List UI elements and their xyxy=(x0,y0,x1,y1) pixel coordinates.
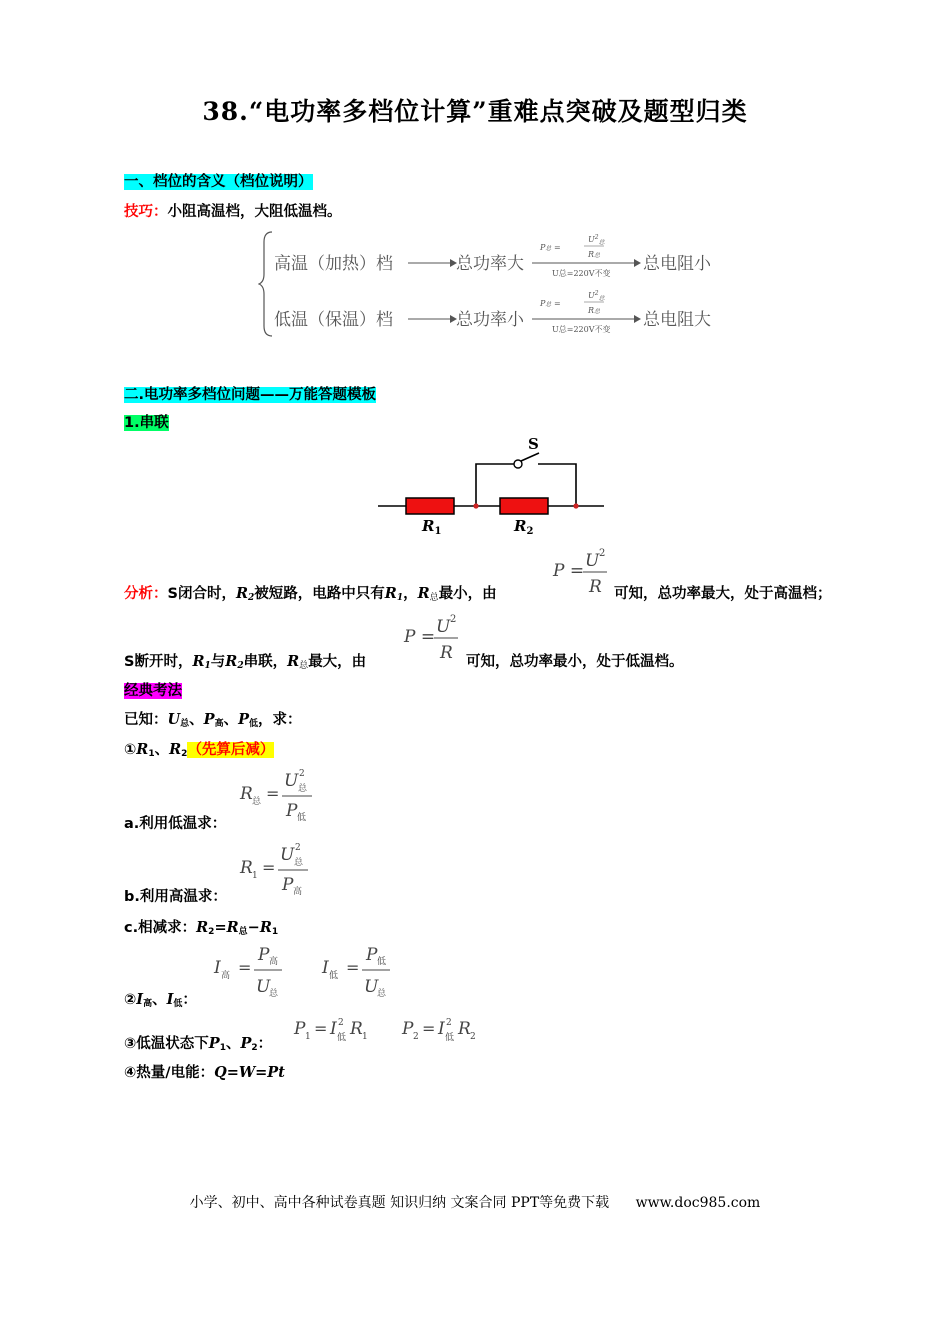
svg-text:高: 高 xyxy=(269,957,279,967)
series-heading-text: 1.串联 xyxy=(124,415,169,431)
svg-text:=: = xyxy=(262,858,276,877)
item-suffix: ： xyxy=(257,1036,273,1052)
formula-powers xyxy=(292,1014,492,1046)
arrow-head-icon xyxy=(634,259,641,267)
svg-text:P: P xyxy=(294,1019,306,1039)
svg-text:高: 高 xyxy=(293,887,303,897)
power-formula xyxy=(402,612,464,664)
var-r-total: R xyxy=(287,653,300,670)
analysis-line-1: 分析：S闭合时，$R_2$被短路，电路中只有$R_1$，$R_总$最小，由 xyxy=(124,585,497,603)
svg-text:P =: P = xyxy=(553,561,585,581)
svg-text:2: 2 xyxy=(299,769,305,779)
formula-p-total: P总 = xyxy=(540,243,561,252)
analysis-label: 分析： xyxy=(124,586,168,602)
known-line: 已知：$U_总$、$P_高$、$P_低$，求： xyxy=(124,711,302,729)
switch-pivot-icon xyxy=(514,460,522,468)
svg-text:I: I xyxy=(214,958,221,978)
analysis-text: ， xyxy=(403,586,418,602)
series-heading xyxy=(124,411,169,432)
svg-text:P: P xyxy=(286,801,298,821)
arrow-formula-high xyxy=(532,234,641,278)
analysis-text: 最小，由 xyxy=(438,586,497,602)
arrow-head-icon xyxy=(634,315,641,323)
switch-lever-icon xyxy=(521,453,539,461)
svg-text:I: I xyxy=(322,958,329,978)
formula-u-total: $U^2_总$ xyxy=(588,234,605,246)
item-2: $②I_高$、$I_低$： xyxy=(124,991,197,1009)
svg-text:P: P xyxy=(258,945,270,965)
svg-text:2: 2 xyxy=(446,1018,452,1028)
resistor-r1-icon xyxy=(406,498,454,514)
svg-text:2: 2 xyxy=(295,843,301,853)
footer xyxy=(0,1192,950,1212)
svg-text:低: 低 xyxy=(337,1033,347,1043)
known-suffix: ，求： xyxy=(258,712,302,728)
svg-text:1: 1 xyxy=(252,871,258,881)
low-power-label: 总功率小 xyxy=(456,310,524,330)
svg-text:总: 总 xyxy=(298,784,308,794)
section2-heading-text: 二.电功率多档位问题——万能答题模板 xyxy=(124,387,377,403)
var-r2: $R_2$ xyxy=(235,585,255,603)
svg-text:2: 2 xyxy=(470,1032,476,1042)
svg-text:U2总: $U^2_总$ xyxy=(588,290,605,302)
svg-text:U: U xyxy=(364,977,379,997)
svg-text:R: R xyxy=(458,1019,471,1039)
item-c: c.相减求：$R_2=R_总-R_1$ xyxy=(124,919,279,937)
svg-text:R: R xyxy=(350,1019,363,1039)
analysis-text: S断开时， xyxy=(124,654,193,670)
svg-text:U: U xyxy=(436,617,451,637)
item-number: ② xyxy=(124,992,137,1008)
svg-text:P: P xyxy=(402,1019,414,1039)
svg-text:I: I xyxy=(330,1019,337,1039)
svg-text:R总: R总 xyxy=(588,306,601,315)
known-prefix: 已知： xyxy=(124,712,168,728)
item-1: $①R_1$、$R_2$（先算后减） xyxy=(124,741,275,759)
var-r-total: R xyxy=(417,585,430,602)
item-3-prefix: ③低温状态下 xyxy=(124,1036,209,1052)
switch-label: S xyxy=(528,435,539,453)
high-power-label: 总功率大 xyxy=(456,254,524,274)
svg-text:=: = xyxy=(346,958,360,977)
resistor-r2-icon xyxy=(500,498,548,514)
heat-formula: Q=W=Pt xyxy=(214,1064,285,1081)
svg-text:=: = xyxy=(266,784,280,803)
analysis-line-2-end: 可知，总功率最小，处于低温档。 xyxy=(466,654,684,670)
svg-text:P =: P = xyxy=(404,627,436,647)
junction-dot xyxy=(473,503,478,508)
tip-label: 技巧： xyxy=(124,204,168,220)
svg-text:2: 2 xyxy=(599,548,606,559)
svg-text:R: R xyxy=(589,577,602,597)
section2-heading xyxy=(124,383,376,404)
var-r1: $R_1$ xyxy=(384,585,404,603)
analysis-text: 串联， xyxy=(243,654,288,670)
item-4-prefix: ④热量/电能： xyxy=(124,1065,215,1081)
tip-text: 小阻高温档，大阻低温档。 xyxy=(167,204,342,220)
svg-text:I: I xyxy=(438,1019,445,1039)
item-a: a.利用低温求： xyxy=(124,816,227,832)
series-circuit-diagram xyxy=(378,432,606,540)
svg-text:2: 2 xyxy=(413,1032,419,1042)
r1-label: $R_1$ xyxy=(422,517,442,537)
footer-text: 小学、初中、高中各种试卷真题 知识归纳 文案合同 PPT等免费下载 xyxy=(189,1195,610,1211)
section1-heading xyxy=(124,170,313,191)
item-c-prefix: c.相减求： xyxy=(124,920,197,936)
arrow-bottom-label: U总=220V不变 xyxy=(552,269,611,278)
svg-text:P: P xyxy=(282,875,294,895)
svg-text:1: 1 xyxy=(305,1032,311,1042)
svg-text:总: 总 xyxy=(269,989,279,999)
svg-text:U: U xyxy=(585,551,600,571)
formula-r-total: R总 xyxy=(588,250,601,259)
svg-text:总: 总 xyxy=(377,989,387,999)
svg-text:R: R xyxy=(440,643,453,663)
svg-text:2: 2 xyxy=(450,614,457,625)
svg-text:P: P xyxy=(366,945,378,965)
analysis-text: 与 xyxy=(210,654,226,670)
arrow-formula-low xyxy=(532,290,641,334)
svg-text:总: 总 xyxy=(252,797,262,807)
footer-link[interactable]: www.doc985.com xyxy=(635,1195,761,1211)
item1-note: （先算后减） xyxy=(187,742,275,758)
arrow-bottom-label: U总=220V不变 xyxy=(552,325,611,334)
high-resistance-label: 总电阻小 xyxy=(643,254,711,274)
junction-dot xyxy=(573,503,578,508)
tip-line xyxy=(124,200,342,221)
svg-text:U: U xyxy=(256,977,271,997)
analysis-text: S闭合时， xyxy=(167,586,236,602)
svg-text:低: 低 xyxy=(377,957,387,967)
formula-r-total-low xyxy=(238,764,318,824)
formula-currents xyxy=(212,940,402,1002)
svg-text:1: 1 xyxy=(362,1032,368,1042)
svg-text:低: 低 xyxy=(297,813,307,823)
gear-diagram xyxy=(258,226,728,342)
svg-text:U: U xyxy=(284,771,299,791)
formula-r1-high xyxy=(238,838,318,898)
analysis-line-2: S断开时，$R_1$与$R_2$串联，$R_总$最大，由 xyxy=(124,653,367,671)
power-formula xyxy=(551,546,613,598)
svg-text:U: U xyxy=(280,845,295,865)
svg-text:=: = xyxy=(238,958,252,977)
svg-text:低: 低 xyxy=(445,1033,455,1043)
classic-heading xyxy=(124,679,182,700)
page-title: 38.“电功率多档位计算”重难点突破及题型归类 xyxy=(202,97,748,126)
var-r2: $R_2$ xyxy=(225,653,244,671)
r2-label: $R_2$ xyxy=(514,517,534,537)
analysis-text: 被短路，电路中只有 xyxy=(254,586,385,602)
svg-text:=: = xyxy=(422,1019,436,1038)
svg-text:总: 总 xyxy=(294,858,304,868)
low-resistance-label: 总电阻大 xyxy=(643,310,711,330)
item-b: b.利用高温求： xyxy=(124,889,227,905)
item-suffix: ： xyxy=(182,992,197,1008)
item-3: ③低温状态下$P_1$、$P_2$： xyxy=(124,1035,273,1053)
svg-text:2: 2 xyxy=(338,1018,344,1028)
svg-text:P总 =: P总 = xyxy=(540,299,561,308)
low-gear-label: 低温（保温）档 xyxy=(274,310,393,330)
high-gear-label: 高温（加热）档 xyxy=(274,254,393,274)
item-4 xyxy=(124,1061,285,1082)
analysis-line-1-end: 可知，总功率最大，处于高温档； xyxy=(614,586,832,602)
classic-heading-text: 经典考法 xyxy=(124,683,182,699)
svg-text:高: 高 xyxy=(221,971,231,981)
analysis-text: 最大，由 xyxy=(308,654,367,670)
item-number: ① xyxy=(124,742,137,758)
svg-text:低: 低 xyxy=(329,971,339,981)
svg-text:R: R xyxy=(240,858,253,878)
svg-text:R: R xyxy=(240,784,253,804)
section1-heading-text: 一、档位的含义（档位说明） xyxy=(124,174,313,190)
var-r1: $R_1$ xyxy=(192,653,211,671)
brace-icon xyxy=(259,232,272,336)
svg-text:=: = xyxy=(314,1019,328,1038)
